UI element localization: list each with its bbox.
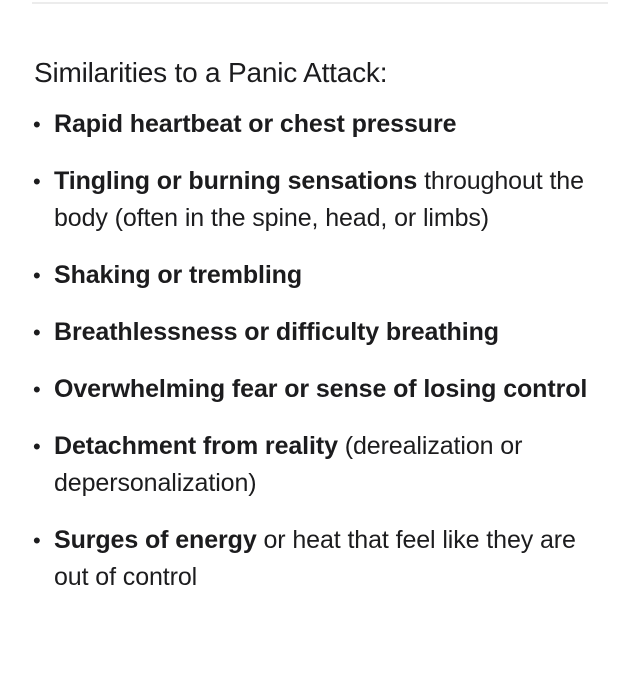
item-bold-text: Shaking or trembling <box>54 261 303 289</box>
list-item <box>34 371 614 408</box>
message-content <box>34 54 614 616</box>
top-divider <box>32 2 608 4</box>
item-bold-text: Overwhelming fear or sense of losing control <box>54 375 588 403</box>
bullet-icon: • <box>33 528 41 553</box>
bullet-icon: • <box>33 112 41 137</box>
bullet-icon: • <box>33 434 41 459</box>
item-bold-text: Breathlessness or difficulty breathing <box>54 318 499 346</box>
item-bold-text: Rapid heartbeat or chest pressure <box>54 110 457 138</box>
item-text: (derealization or depersonalization) <box>54 432 523 497</box>
list-item <box>34 257 614 294</box>
bullet-icon: • <box>33 320 41 345</box>
item-text: throughout the body (often in the spine, head, or limbs) <box>54 167 584 232</box>
item-text: or heat that feel like they are out of control <box>54 526 576 591</box>
bullet-list <box>34 106 614 596</box>
list-item <box>34 314 614 351</box>
bullet-icon: • <box>33 263 41 288</box>
item-bold-text: Detachment from reality <box>54 432 338 460</box>
item-bold-text: Surges of energy <box>54 526 257 554</box>
bullet-icon: • <box>33 377 41 402</box>
item-bold-text: Tingling or burning sensations <box>54 167 418 195</box>
section-heading: Similarities to a Panic Attack: <box>34 57 388 88</box>
bullet-icon: • <box>33 169 41 194</box>
list-item <box>34 163 614 237</box>
list-item <box>34 428 614 502</box>
list-item <box>34 106 614 143</box>
list-item <box>34 522 614 596</box>
